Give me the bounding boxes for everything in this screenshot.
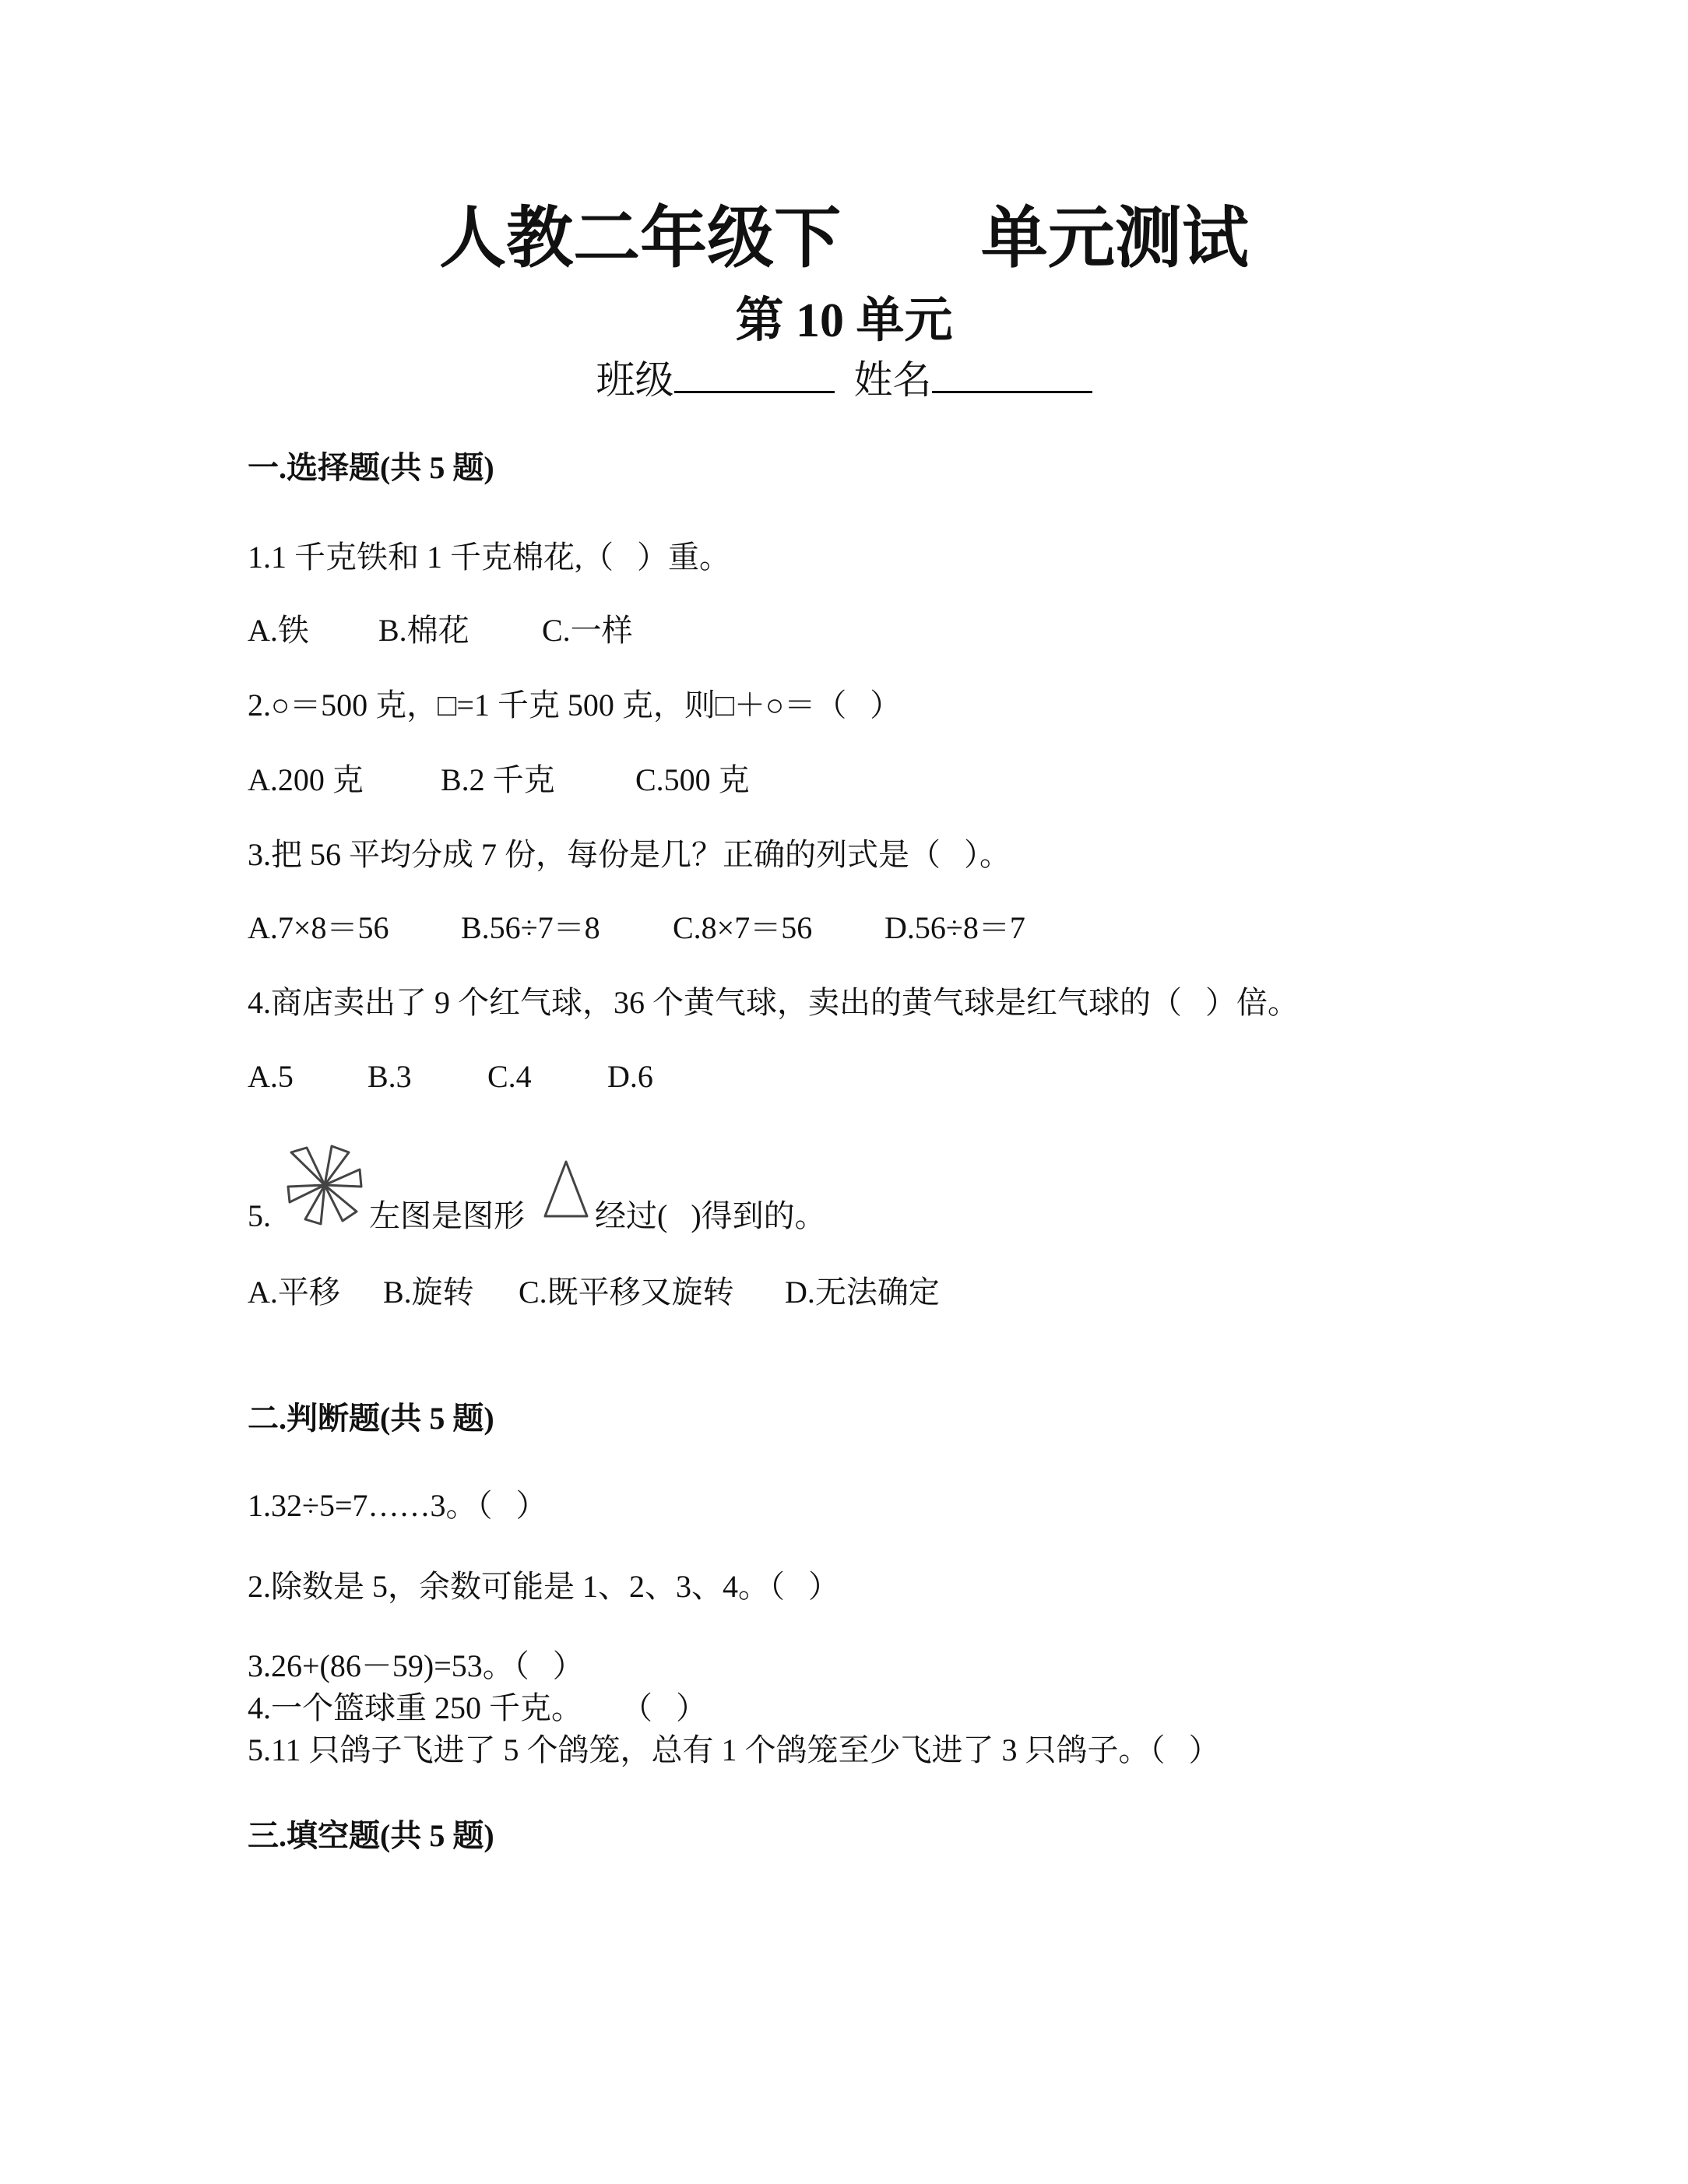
class-label: 班级: [596, 358, 674, 402]
q4-option-d: D.6: [607, 1059, 653, 1094]
q3-option-d: D.56÷8＝7: [884, 910, 1025, 945]
q2-option-c: C.500 克: [635, 762, 750, 797]
judge-item-5: 5.11 只鸽子飞进了 5 个鸽笼，总有 1 个鸽笼至少飞进了 3 只鸽子。（ ）: [248, 1732, 1220, 1767]
section3-heading: 三.填空题(共 5 题): [248, 1818, 494, 1853]
judge-item-1: 1.32÷5=7……3。（ ）: [248, 1488, 547, 1523]
q5-option-d: D.无法确定: [785, 1275, 940, 1310]
judge-item-4: 4.一个篮球重 250 千克。 （ ）: [248, 1690, 707, 1725]
q5-option-c: C.既平移又旋转: [519, 1275, 734, 1310]
q2-option-b: B.2 千克: [441, 762, 555, 797]
q2-option-a: A.200 克: [248, 762, 364, 797]
unit-subtitle: 第 10 单元: [735, 294, 953, 347]
q1-option-b: B.棉花: [378, 613, 469, 648]
q4-option-c: C.4: [487, 1059, 532, 1094]
class-blank[interactable]: [674, 352, 835, 393]
q2-options: [248, 758, 750, 802]
q5-options: [248, 1271, 940, 1314]
q5-text-b: 经过( )得到的。: [595, 1198, 826, 1233]
name-label: 姓名: [853, 358, 932, 402]
q4-text: 4.商店卖出了 9 个红气球，36 个黄气球，卖出的黄气球是红气球的（ ）倍。: [248, 985, 1299, 1020]
q3-options: [248, 906, 1025, 950]
q2-text: 2.○＝500 克，□=1 千克 500 克，则□＋○＝（ ）: [248, 688, 902, 723]
q3-option-b: B.56÷7＝8: [461, 910, 600, 945]
page-title: 人教二年级下 单元测试: [439, 199, 1249, 277]
q5-number: 5.: [248, 1198, 271, 1233]
triangle-figure-icon: [540, 1159, 592, 1222]
q5-text-a: 左图是图形: [369, 1198, 525, 1233]
judge-item-2: 2.除数是 5，余数可能是 1、2、3、4。（ ）: [248, 1569, 839, 1604]
class-name-line: [0, 352, 1688, 407]
pinwheel-figure-icon: [285, 1143, 364, 1227]
q3-option-c: C.8×7＝56: [673, 910, 813, 945]
judge-item-3: 3.26+(86－59)=53。（ ）: [248, 1648, 584, 1683]
q4-option-a: A.5: [248, 1059, 294, 1094]
q1-options: [248, 609, 633, 652]
q5-option-a: A.平移: [248, 1275, 340, 1310]
section2-heading: 二.判断题(共 5 题): [248, 1401, 494, 1436]
q3-option-a: A.7×8＝56: [248, 910, 389, 945]
q1-option-c: C.一样: [542, 613, 633, 648]
name-blank[interactable]: [932, 352, 1092, 393]
section1-heading: 一.选择题(共 5 题): [248, 450, 494, 485]
q1-text: 1.1 千克铁和 1 千克棉花,（ ）重。: [248, 540, 730, 575]
q5-option-b: B.旋转: [383, 1275, 474, 1310]
q4-option-b: B.3: [367, 1059, 412, 1094]
q3-text: 3.把 56 平均分成 7 份，每份是几？正确的列式是（ ）。: [248, 837, 1011, 872]
q1-option-a: A.铁: [248, 613, 309, 648]
q4-options: [248, 1055, 653, 1099]
